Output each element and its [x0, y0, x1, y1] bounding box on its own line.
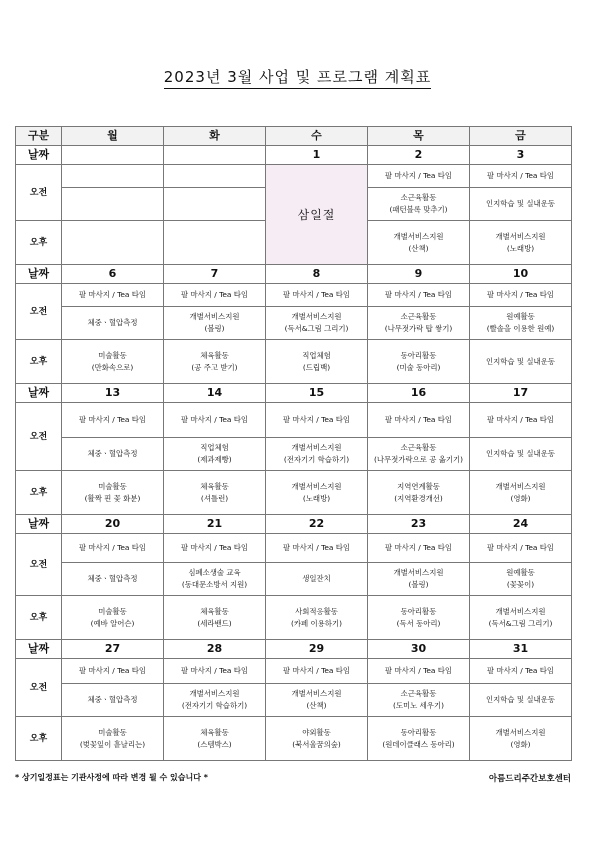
massage-tea-mon: 팔 마사지 / Tea 타임 [62, 534, 164, 563]
pm-activity-tue [164, 471, 266, 515]
am-activity-thu [368, 563, 470, 596]
pm-row [16, 340, 572, 384]
activity-name: 개별서비스지원 [495, 727, 546, 737]
date-mon: 6 [62, 265, 164, 284]
am-row-2 [16, 307, 572, 340]
am-activity-wed [266, 563, 368, 596]
activity-detail: (산책) [408, 243, 429, 253]
massage-tea-wed: 팔 마사지 / Tea 타임 [266, 284, 368, 307]
activity-detail: (전자기기 학습하기) [283, 455, 350, 464]
pm-activity-thu [368, 340, 470, 384]
am-label: 오전 [16, 659, 62, 717]
activity-detail: (산책) [306, 701, 327, 710]
pm-row [16, 717, 572, 761]
massage-tea-fri: 팔 마사지 / Tea 타임 [470, 534, 572, 563]
activity-detail: (미술 동아리) [396, 362, 441, 372]
activity-detail: (독서&그림 그리기) [284, 324, 349, 333]
holiday-cell: 삼일절 [266, 165, 368, 265]
date-mon: 27 [62, 640, 164, 659]
massage-tea-mon [62, 165, 164, 188]
activity-name: 체육활동 [200, 606, 229, 616]
activity-name: 소근육활동 [400, 193, 437, 202]
activity-detail: (영화) [510, 739, 531, 749]
am-row [16, 534, 572, 563]
am-row-2 [16, 684, 572, 717]
activity-detail: (카페 이용하기) [291, 618, 342, 628]
pm-row [16, 596, 572, 640]
activity-detail: (만화속으로) [91, 362, 134, 372]
date-label: 날짜 [16, 384, 62, 403]
activity-name: 직업체험 [302, 350, 331, 360]
activity-name: 직업체험 [200, 443, 229, 452]
massage-tea-mon: 팔 마사지 / Tea 타임 [62, 284, 164, 307]
am-activity-tue [164, 188, 266, 221]
activity-detail: (제과제빵) [197, 455, 232, 464]
date-wed: 8 [266, 265, 368, 284]
massage-tea-thu: 팔 마사지 / Tea 타임 [368, 403, 470, 438]
date-wed: 29 [266, 640, 368, 659]
page-title: 2023년 3월 사업 및 프로그램 계획표 [0, 66, 595, 87]
am-activity-thu [368, 684, 470, 717]
date-fri: 31 [470, 640, 572, 659]
date-tue: 7 [164, 265, 266, 284]
pm-label: 오후 [16, 717, 62, 761]
activity-name: 동아리활동 [400, 350, 437, 360]
activity-name: 체중ㆍ혈압측정 [87, 449, 138, 458]
am-row [16, 165, 572, 188]
massage-tea-mon: 팔 마사지 / Tea 타임 [62, 659, 164, 684]
activity-detail: (노래방) [506, 243, 535, 253]
date-mon: 20 [62, 515, 164, 534]
activity-name: 소근육활동 [400, 312, 437, 321]
date-thu: 2 [368, 146, 470, 165]
am-activity-tue [164, 684, 266, 717]
pm-activity-fri [470, 221, 572, 265]
am-label: 오전 [16, 284, 62, 340]
header-row [16, 127, 572, 146]
date-fri: 24 [470, 515, 572, 534]
header-category: 구분 [16, 127, 62, 146]
am-label: 오전 [16, 165, 62, 221]
massage-tea-tue: 팔 마사지 / Tea 타임 [164, 284, 266, 307]
header-tue: 화 [164, 127, 266, 146]
activity-detail: (전자기기 학습하기) [181, 701, 248, 710]
massage-tea-fri: 팔 마사지 / Tea 타임 [470, 284, 572, 307]
am-row [16, 659, 572, 684]
pm-label: 오후 [16, 596, 62, 640]
pm-activity-mon [62, 596, 164, 640]
header-thu: 목 [368, 127, 470, 146]
activity-name: 개별서비스지원 [291, 443, 342, 452]
date-label: 날짜 [16, 515, 62, 534]
activity-detail: (공 주고 받기) [191, 362, 238, 372]
pm-activity-thu [368, 221, 470, 265]
pm-activity-tue [164, 596, 266, 640]
pm-activity-thu [368, 596, 470, 640]
massage-tea-thu: 팔 마사지 / Tea 타임 [368, 165, 470, 188]
pm-activity-wed [266, 471, 368, 515]
pm-activity-wed [266, 717, 368, 761]
activity-name: 미술활동 [98, 481, 127, 491]
activity-detail: (볼링) [204, 324, 225, 333]
pm-activity-mon [62, 340, 164, 384]
activity-detail: (나무젓가락 탑 쌓기) [384, 324, 453, 333]
am-activity-thu [368, 307, 470, 340]
header-fri: 금 [470, 127, 572, 146]
date-fri: 10 [470, 265, 572, 284]
am-label: 오전 [16, 403, 62, 471]
activity-name: 지역연계활동 [397, 481, 440, 491]
activity-name: 개별서비스지원 [495, 606, 546, 616]
activity-detail: (드립백) [302, 362, 331, 372]
date-label: 날짜 [16, 146, 62, 165]
activity-detail: (활짝 핀 꽃 화분) [84, 493, 141, 503]
activity-detail: (빨솔을 이용한 원예) [486, 324, 555, 333]
am-activity-tue [164, 563, 266, 596]
activity-detail: (영화) [510, 493, 531, 503]
activity-name: 인지학습 및 실내운동 [486, 695, 555, 704]
activity-name: 미술활동 [98, 350, 127, 360]
am-activity-fri [470, 307, 572, 340]
pm-activity-wed [266, 340, 368, 384]
activity-name: 원예활동 [506, 312, 535, 321]
activity-name: 개별서비스지원 [291, 689, 342, 698]
organization-name: 아름드리주간보호센터 [488, 774, 571, 784]
am-activity-mon [62, 684, 164, 717]
am-activity-wed [266, 307, 368, 340]
date-row [16, 146, 572, 165]
pm-activity-tue [164, 340, 266, 384]
pm-activity-fri [470, 340, 572, 384]
activity-name: 인지학습 및 실내운동 [486, 449, 555, 458]
activity-name: 개별서비스지원 [495, 481, 546, 491]
date-tue: 21 [164, 515, 266, 534]
massage-tea-thu: 팔 마사지 / Tea 타임 [368, 284, 470, 307]
am-activity-fri [470, 188, 572, 221]
am-activity-fri [470, 438, 572, 471]
activity-detail: (노래방) [302, 493, 331, 503]
activity-name: 개별서비스지원 [495, 231, 546, 241]
am-activity-mon [62, 188, 164, 221]
activity-name: 체육활동 [200, 481, 229, 491]
massage-tea-fri: 팔 마사지 / Tea 타임 [470, 403, 572, 438]
header-mon: 월 [62, 127, 164, 146]
schedule-table [15, 126, 572, 761]
date-mon [62, 146, 164, 165]
date-label: 날짜 [16, 265, 62, 284]
activity-name: 소근육활동 [400, 443, 437, 452]
date-fri: 3 [470, 146, 572, 165]
activity-name: 개별서비스지원 [189, 689, 240, 698]
date-row [16, 384, 572, 403]
massage-tea-fri: 팔 마사지 / Tea 타임 [470, 165, 572, 188]
pm-label: 오후 [16, 221, 62, 265]
activity-name: 체중ㆍ혈압측정 [87, 574, 138, 583]
am-row-2 [16, 438, 572, 471]
activity-name: 개별서비스지원 [189, 312, 240, 321]
am-activity-tue [164, 438, 266, 471]
am-activity-fri [470, 684, 572, 717]
activity-detail: (볼링) [408, 580, 429, 589]
am-activity-mon [62, 563, 164, 596]
pm-activity-tue [164, 717, 266, 761]
date-thu: 9 [368, 265, 470, 284]
am-activity-wed [266, 684, 368, 717]
activity-detail: (북서울꿈의숲) [292, 739, 341, 749]
activity-detail: (동대문소방서 지원) [181, 580, 248, 589]
activity-name: 개별서비스지원 [291, 312, 342, 321]
activity-name: 원예활동 [506, 568, 535, 577]
am-activity-thu [368, 188, 470, 221]
header-wed: 수 [266, 127, 368, 146]
pm-row [16, 471, 572, 515]
date-wed: 15 [266, 384, 368, 403]
date-fri: 17 [470, 384, 572, 403]
activity-name: 인지학습 및 실내운동 [486, 356, 555, 366]
pm-activity-tue [164, 221, 266, 265]
activity-name: 체중ㆍ혈압측정 [87, 695, 138, 704]
date-wed: 22 [266, 515, 368, 534]
activity-name: 소근육활동 [400, 689, 437, 698]
activity-detail: (스템박스) [197, 739, 232, 749]
activity-detail: (셔틀런) [200, 493, 229, 503]
activity-name: 동아리활동 [400, 727, 437, 737]
date-thu: 23 [368, 515, 470, 534]
pm-activity-mon [62, 221, 164, 265]
pm-activity-mon [62, 717, 164, 761]
massage-tea-wed: 팔 마사지 / Tea 타임 [266, 659, 368, 684]
date-tue [164, 146, 266, 165]
am-row-2 [16, 563, 572, 596]
activity-detail: (꽃꽂이) [506, 580, 535, 589]
date-mon: 13 [62, 384, 164, 403]
am-activity-thu [368, 438, 470, 471]
date-label: 날짜 [16, 640, 62, 659]
am-activity-mon [62, 438, 164, 471]
activity-detail: (원데이클래스 동아리) [382, 739, 455, 749]
am-row [16, 284, 572, 307]
date-tue: 14 [164, 384, 266, 403]
pm-label: 오후 [16, 340, 62, 384]
date-wed: 1 [266, 146, 368, 165]
activity-detail: (벚꽃잎이 흩날리는) [79, 739, 146, 749]
date-row [16, 265, 572, 284]
activity-detail: (도미노 세우기) [393, 701, 444, 710]
massage-tea-mon: 팔 마사지 / Tea 타임 [62, 403, 164, 438]
am-activity-wed [266, 438, 368, 471]
activity-name: 야외활동 [302, 727, 331, 737]
activity-name: 동아리활동 [400, 606, 437, 616]
pm-activity-wed [266, 596, 368, 640]
massage-tea-wed: 팔 마사지 / Tea 타임 [266, 403, 368, 438]
massage-tea-tue: 팔 마사지 / Tea 타임 [164, 403, 266, 438]
activity-name: 개별서비스지원 [393, 568, 444, 577]
am-activity-fri [470, 563, 572, 596]
activity-name: 체육활동 [200, 727, 229, 737]
pm-activity-thu [368, 471, 470, 515]
am-activity-mon [62, 307, 164, 340]
activity-name: 사회적응활동 [295, 606, 338, 616]
date-row [16, 515, 572, 534]
massage-tea-wed: 팔 마사지 / Tea 타임 [266, 534, 368, 563]
activity-name: 개별서비스지원 [393, 231, 444, 241]
pm-activity-fri [470, 596, 572, 640]
pm-activity-fri [470, 717, 572, 761]
massage-tea-thu: 팔 마사지 / Tea 타임 [368, 659, 470, 684]
pm-label: 오후 [16, 471, 62, 515]
date-tue: 28 [164, 640, 266, 659]
massage-tea-tue: 팔 마사지 / Tea 타임 [164, 659, 266, 684]
activity-detail: (지역환경개선) [394, 493, 443, 503]
massage-tea-tue [164, 165, 266, 188]
am-activity-tue [164, 307, 266, 340]
activity-detail: (나무젓가락으로 공 옮기기) [374, 455, 463, 464]
massage-tea-tue: 팔 마사지 / Tea 타임 [164, 534, 266, 563]
date-thu: 30 [368, 640, 470, 659]
pm-activity-thu [368, 717, 470, 761]
activity-name: 미술활동 [98, 727, 127, 737]
activity-name: 미술활동 [98, 606, 127, 616]
activity-detail: (독서&그림 그리기) [488, 618, 553, 628]
schedule-change-note: * 상기일정표는 기관사정에 따라 변경 될 수 있습니다 * [15, 773, 208, 782]
activity-detail: (독서 동아리) [396, 618, 441, 628]
activity-detail: (패턴블록 맞추기) [389, 205, 448, 214]
massage-tea-thu: 팔 마사지 / Tea 타임 [368, 534, 470, 563]
activity-name: 체중ㆍ혈압측정 [87, 318, 138, 327]
date-row [16, 640, 572, 659]
activity-name: 인지학습 및 실내운동 [486, 199, 555, 208]
activity-name: 개별서비스지원 [291, 481, 342, 491]
massage-tea-fri: 팔 마사지 / Tea 타임 [470, 659, 572, 684]
activity-detail: (예바 알어슨) [90, 618, 135, 628]
am-label: 오전 [16, 534, 62, 596]
activity-name: 생일잔치 [302, 574, 331, 583]
date-thu: 16 [368, 384, 470, 403]
activity-name: 심폐소생술 교육 [188, 568, 241, 577]
activity-detail: (세라밴드) [197, 618, 232, 628]
pm-activity-mon [62, 471, 164, 515]
activity-name: 체육활동 [200, 350, 229, 360]
pm-activity-fri [470, 471, 572, 515]
am-row [16, 403, 572, 438]
